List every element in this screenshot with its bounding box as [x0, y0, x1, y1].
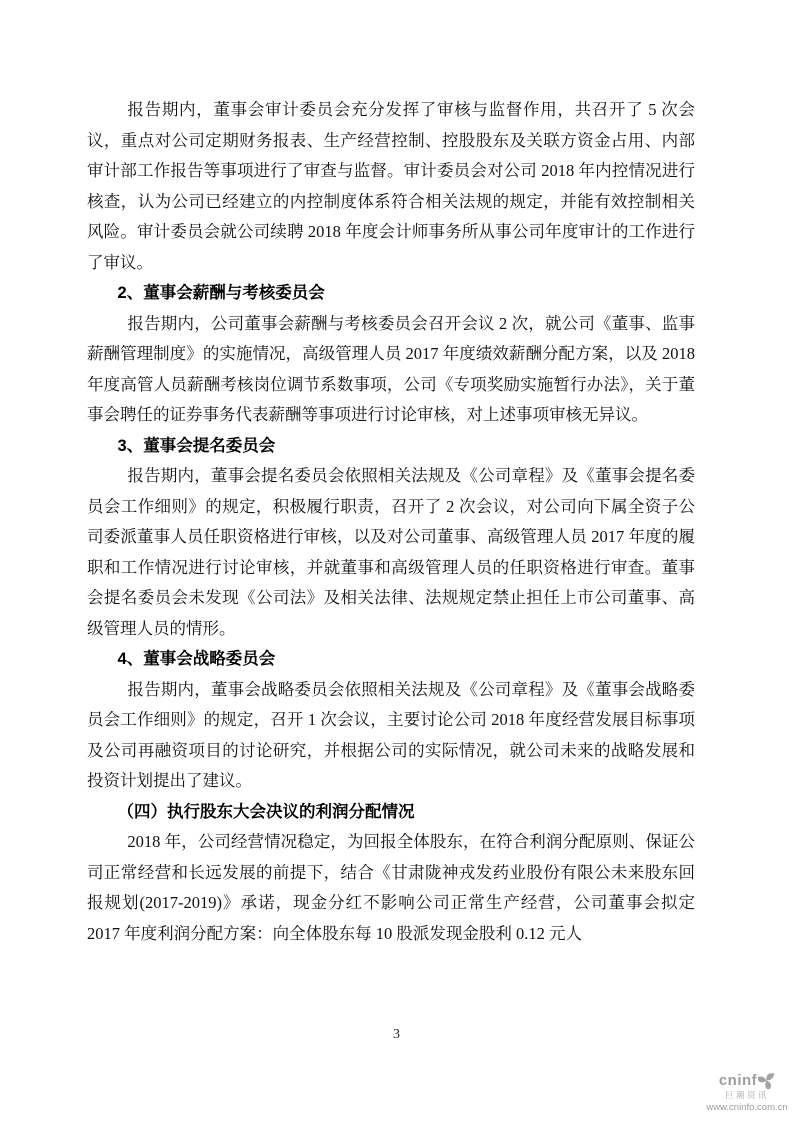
- heading-remuneration-committee: 2、董事会薪酬与考核委员会: [117, 284, 325, 302]
- paragraph-remuneration-committee: 报告期内，公司董事会薪酬与考核委员会召开会议 2 次，就公司《董事、监事薪酬管理制度》的实施情况，高级管理人员 2017 年度绩效薪酬分配方案，以及 2018 年度高管人员薪酬考核岗位调节系数事项，公司《专项奖励实施暂行办法》，关于董事会聘任的证券事务代表薪酬等事项进行讨论审核，对上述事项审核无异议。: [87, 313, 695, 424]
- heading-nomination-committee: 3、董事会提名委员会: [117, 436, 276, 455]
- cninfo-swirl-icon: [758, 1072, 775, 1089]
- cninfo-logo-text: cninf: [718, 1072, 758, 1089]
- document-body: [87, 95, 695, 949]
- cninfo-chinese-name: 巨潮资讯: [724, 1090, 769, 1100]
- paragraph-nomination-committee: 报告期内，董事会提名委员会依照相关法规及《公司章程》及《董事会提名委员会工作细则》的规定，积极履行职责，召开了 2 次会议，对公司向下属全资子公司委派董事人员任职资格进行审核，以及对公司董事、高级管理人员 2017 年度的履职和工作情况进行讨论审核，并就董事和高级管理人员的任职资格进行审查。董事会提名委员会未发现《公司法》及相关法律、法规规定禁止担任上市公司董事、高级管理人员的情形。: [87, 466, 695, 638]
- heading-profit-distribution: （四）执行股东大会决议的利润分配情况: [117, 802, 415, 821]
- page-number: 3: [393, 1027, 400, 1042]
- paragraph-profit-distribution: 2018 年，公司经营情况稳定，为回报全体股东，在符合利润分配原则、保证公司正常经营和长远发展的前提下，结合《甘肃陇神戎发药业股份有限公未来股东回报规划(2017-2019)》承诺，现金分红不影响公司正常生产经营，公司董事会拟定 2017 年度利润分配方案：向全体股东每 10 股派发现金股利 0.12 元人: [87, 832, 695, 943]
- paragraph-audit-committee: 报告期内，董事会审计委员会充分发挥了审核与监督作用，共召开了 5 次会议，重点对公司定期财务报表、生产经营控制、控股股东及关联方资金占用、内部审计部工作报告等事项进行了审查与监督。审计委员会对公司 2018 年内控情况进行核查，认为公司已经建立的内控制度体系符合相关法规的规定，并能有效控制相关风险。审计委员会就公司续聘 2018 年度会计师事务所从事公司年度审计的工作进行了审议。: [87, 100, 695, 272]
- cninfo-url: www.cninfo.com.cn: [706, 1102, 788, 1113]
- cninfo-watermark: [705, 1072, 789, 1114]
- paragraph-strategy-committee: 报告期内，董事会战略委员会依照相关法规及《公司章程》及《董事会战略委员会工作细则》的规定，召开 1 次会议，主要讨论公司 2018 年度经营发展目标事项及公司再融资项目的讨论研究，并根据公司的实际情况，就公司未来的战略发展和投资计划提出了建议。: [87, 679, 695, 790]
- heading-strategy-committee: 4、董事会战略委员会: [117, 650, 276, 668]
- cninfo-logo-row: [705, 1072, 789, 1089]
